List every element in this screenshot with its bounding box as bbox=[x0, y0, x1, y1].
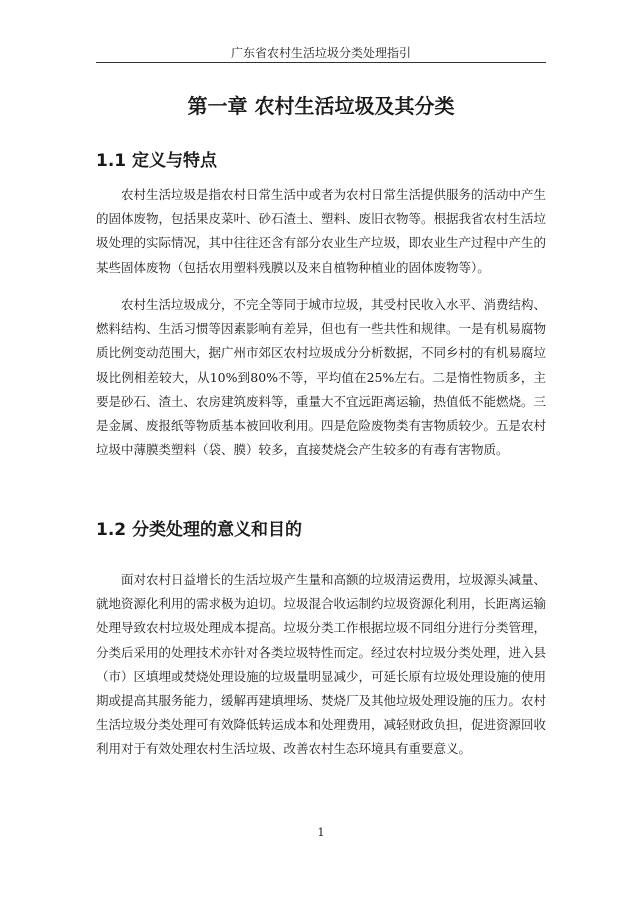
header-divider bbox=[96, 62, 546, 63]
chapter-title: 第一章 农村生活垃圾及其分类 bbox=[187, 94, 455, 118]
paragraph-definition: 农村生活垃圾是指农村日常生活中或者为农村日常生活提供服务的活动中产生的固体废物，包括果皮菜叶、砂石渣土、塑料、废旧衣物等。根据我省农村生活垃圾处理的实际情况，其中往往还含有部分农业生产垃圾，即农业生产过程中产生的某些固体废物（包括农用塑料残膜以及来自植物种植业的固体废物等）。 bbox=[96, 187, 547, 275]
section-heading-1-1: 1.1 定义与特点 bbox=[96, 151, 218, 171]
section-heading-1-2: 1.2 分类处理的意义和目的 bbox=[96, 520, 303, 540]
page-number: 1 bbox=[317, 826, 325, 839]
running-header: 广东省农村生活垃圾分类处理指引 bbox=[230, 46, 411, 60]
paragraph-significance: 面对农村日益增长的生活垃圾产生量和高额的垃圾清运费用，垃圾源头减量、就地资源化利用的需求极为迫切。垃圾混合收运制约垃圾资源化利用，长距离运输处理导致农村垃圾处理成本提高。垃圾分类工作根据垃圾不同组分进行分类管理，分类后采用的处理技术亦针对各类垃圾特性而定。经过农村垃圾分类处理，进入县（市）区填埋或焚烧处理设施的垃圾量明显减少，可延长原有垃圾处理设施的使用期或提高其服务能力，缓解再建填埋场、焚烧厂及其他垃圾处理设施的压力。农村生活垃圾分类处理可有效降低转运成本和处理费用，减轻财政负担，促进资源回收利用对于有效处理农村生活垃圾、改善农村生态环境具有重要意义。 bbox=[96, 572, 547, 757]
paragraph-characteristics: 农村生活垃圾成分，不完全等同于城市垃圾，其受村民收入水平、消费结构、燃料结构、生活习惯等因素影响有差异，但也有一些共性和规律。一是有机易腐物质比例变动范围大，据广州市郊区农村垃圾成分分析数据，不同乡村的有机易腐垃圾比例相差较大，从10%到80%不等，平均值在25%左右。二是惰性物质多，主要是砂石、渣土、农房建筑废料等，重量大不宜远距离运输，热值低不能燃烧。三是金属、废报纸等物质基本被回收利用。四是危险废物类有害物质较少。五是农村垃圾中薄膜类塑料（袋、膜）较多，直接焚烧会产生较多的有毒有害物质。 bbox=[96, 297, 547, 458]
